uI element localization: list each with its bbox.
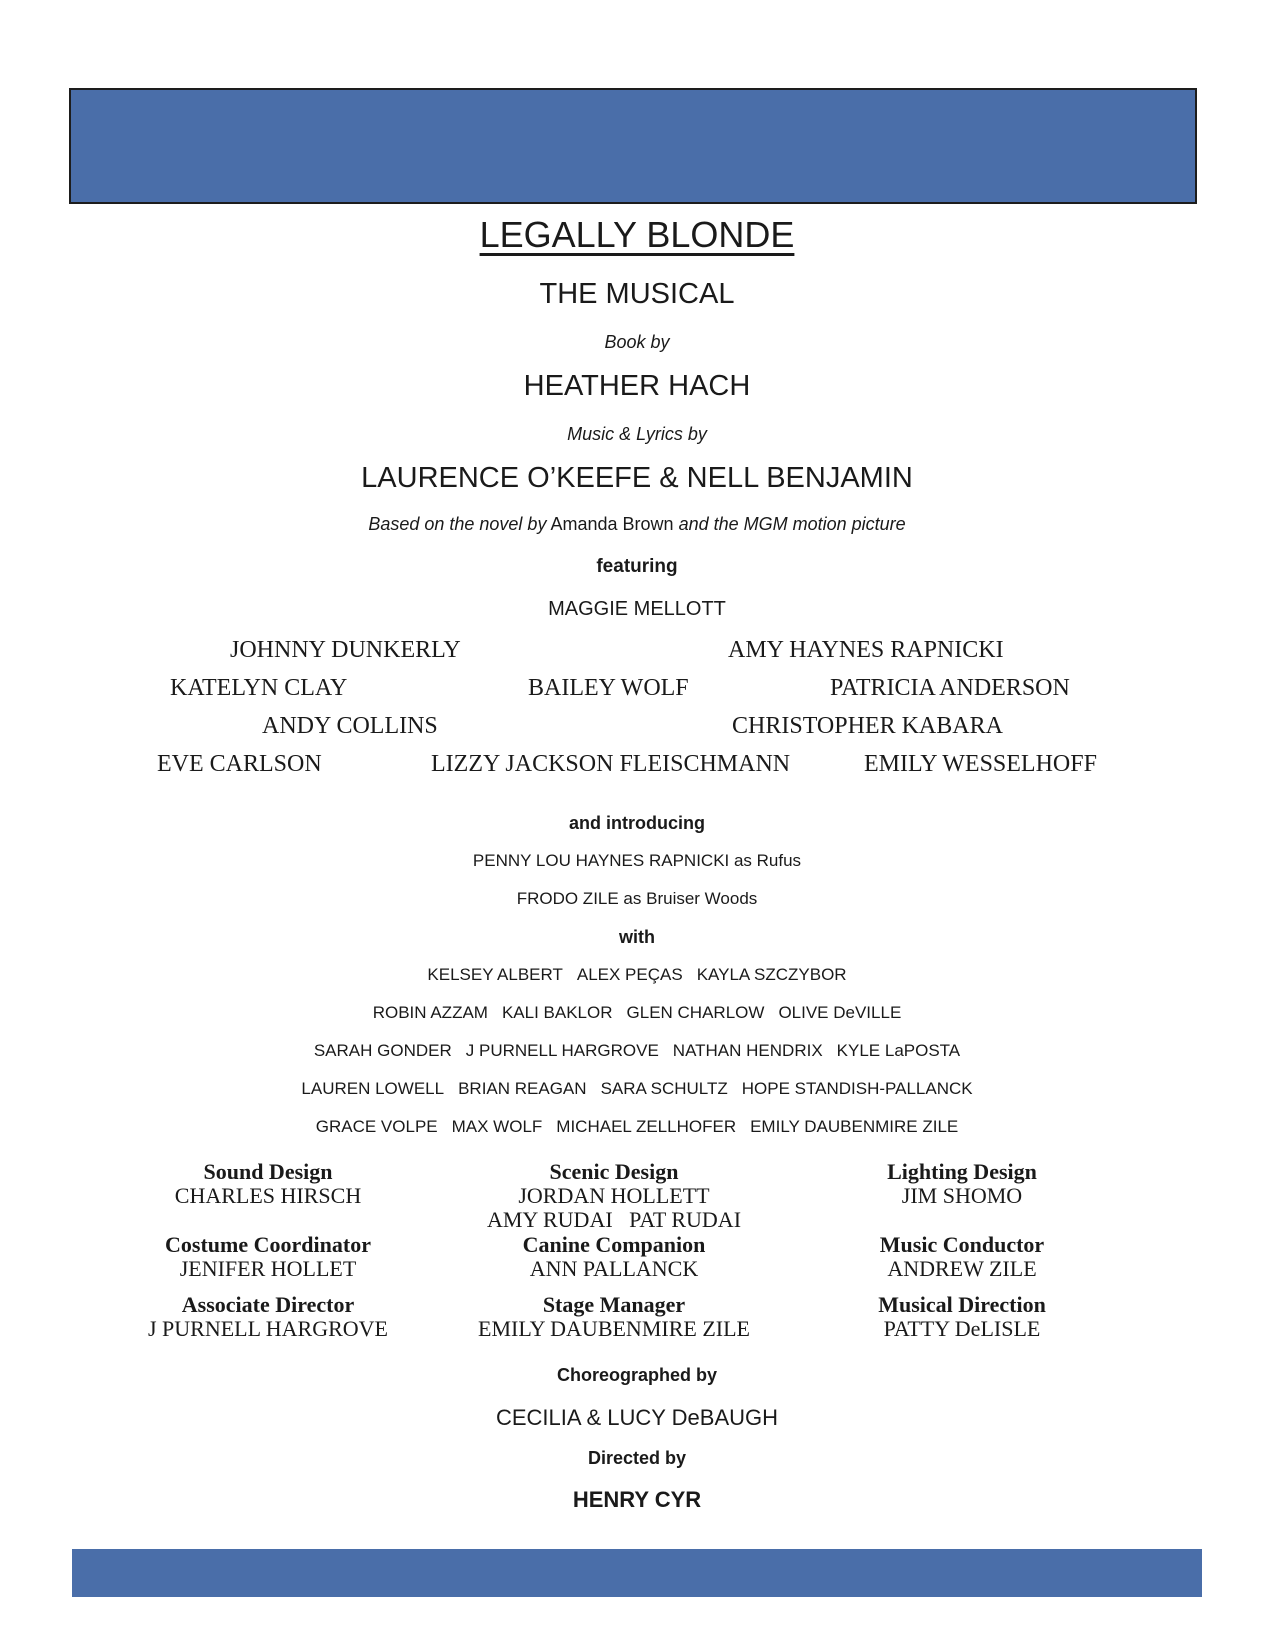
cast-member: BAILEY WOLF [528, 675, 689, 701]
ensemble-member: ALEX PEÇAS [576, 965, 683, 984]
ensemble-member: MAX WOLF [451, 1117, 543, 1136]
ensemble-member: KYLE LaPOSTA [836, 1041, 961, 1060]
with-label: with [619, 927, 655, 947]
crew-name: JIM SHOMO [901, 1183, 1023, 1208]
ensemble-member: SARAH GONDER [313, 1041, 452, 1060]
cast-member: PATRICIA ANDERSON [830, 675, 1070, 701]
ensemble-member: GLEN CHARLOW [626, 1003, 765, 1022]
lead-actor: MAGGIE MELLOTT [548, 598, 726, 620]
crew-credit [98, 1293, 438, 1341]
introducing-line: PENNY LOU HAYNES RAPNICKI as Rufus [472, 851, 802, 870]
show-title: LEGALLY BLONDE [479, 214, 795, 255]
novel-author: Amanda Brown [550, 514, 674, 534]
novel-credit [0, 514, 1274, 535]
crew-role: Music Conductor [879, 1232, 1045, 1257]
ensemble-member: ROBIN AZZAM [372, 1003, 488, 1022]
cast-member: LIZZY JACKSON FLEISCHMANN [431, 751, 791, 777]
choreographers: CECILIA & LUCY DeBAUGH [495, 1405, 779, 1430]
novel-prefix: Based on the novel by [368, 514, 547, 534]
ensemble-member: MICHAEL ZELLHOFER [556, 1117, 737, 1136]
crew-name: AMY RUDAI PAT RUDAI [486, 1207, 742, 1232]
crew-name: ANN PALLANCK [529, 1256, 699, 1281]
book-author: HEATHER HACH [523, 370, 751, 402]
show-subtitle: THE MUSICAL [539, 278, 735, 310]
crew-name: JORDAN HOLLETT [518, 1183, 710, 1208]
crew-role: Canine Companion [522, 1232, 706, 1257]
cast-member: EVE CARLSON [157, 751, 322, 777]
ensemble-row [0, 1041, 1274, 1061]
header-banner [69, 88, 1197, 204]
crew-credit [792, 1233, 1132, 1281]
ensemble-member: NATHAN HENDRIX [672, 1041, 823, 1060]
introducing-line: FRODO ZILE as Bruiser Woods [516, 889, 758, 908]
crew-credit [444, 1293, 784, 1341]
ensemble-member: EMILY DAUBENMIRE ZILE [750, 1117, 959, 1136]
music-label: Music & Lyrics by [567, 424, 707, 444]
introducing-label: and introducing [569, 813, 705, 833]
crew-role: Musical Direction [878, 1292, 1046, 1317]
crew-role: Scenic Design [549, 1159, 679, 1184]
crew-name: CHARLES HIRSCH [174, 1183, 362, 1208]
footer-banner [72, 1549, 1202, 1597]
crew-credit [444, 1233, 784, 1281]
crew-credit [98, 1160, 438, 1208]
crew-role: Stage Manager [542, 1292, 686, 1317]
crew-name: ANDREW ZILE [887, 1256, 1037, 1281]
crew-role: Lighting Design [887, 1159, 1037, 1184]
ensemble-row [0, 965, 1274, 985]
ensemble-row [0, 1079, 1274, 1099]
crew-credit [444, 1160, 784, 1232]
ensemble-member: GRACE VOLPE [315, 1117, 438, 1136]
music-authors: LAURENCE O’KEEFE & NELL BENJAMIN [361, 462, 913, 494]
ensemble-member: OLIVE DeVILLE [778, 1003, 902, 1022]
ensemble-row [0, 1003, 1274, 1023]
crew-name: J PURNELL HARGROVE [148, 1316, 388, 1341]
cast-member: EMILY WESSELHOFF [864, 751, 1097, 777]
ensemble-member: KALI BAKLOR [501, 1003, 613, 1022]
ensemble-member: LAUREN LOWELL [301, 1079, 445, 1098]
ensemble-row [0, 1117, 1274, 1137]
crew-role: Associate Director [181, 1292, 355, 1317]
ensemble-member: SARA SCHULTZ [600, 1079, 728, 1098]
directed-label: Directed by [587, 1448, 687, 1468]
director: HENRY CYR [572, 1487, 702, 1512]
crew-role: Costume Coordinator [165, 1232, 371, 1257]
crew-credit [792, 1293, 1132, 1341]
crew-name: EMILY DAUBENMIRE ZILE [478, 1316, 750, 1341]
crew-name: JENIFER HOLLET [179, 1256, 357, 1281]
ensemble-member: BRIAN REAGAN [458, 1079, 587, 1098]
crew-name: PATTY DeLISLE [883, 1316, 1041, 1341]
novel-suffix: and the MGM motion picture [678, 514, 906, 534]
ensemble-member: KELSEY ALBERT [427, 965, 563, 984]
crew-credit [98, 1233, 438, 1281]
ensemble-member: J PURNELL HARGROVE [465, 1041, 659, 1060]
choreo-label: Choreographed by [556, 1365, 717, 1385]
ensemble-member: HOPE STANDISH-PALLANCK [741, 1079, 973, 1098]
book-by-label: Book by [604, 332, 670, 352]
crew-credit [792, 1160, 1132, 1208]
featuring-label: featuring [596, 556, 678, 577]
cast-member: KATELYN CLAY [170, 675, 348, 701]
cast-member: CHRISTOPHER KABARA [732, 713, 1003, 739]
crew-role: Sound Design [203, 1159, 333, 1184]
cast-member: JOHNNY DUNKERLY [230, 637, 461, 663]
cast-member: ANDY COLLINS [262, 713, 438, 739]
ensemble-member: KAYLA SZCZYBOR [696, 965, 847, 984]
cast-member: AMY HAYNES RAPNICKI [728, 637, 1004, 663]
